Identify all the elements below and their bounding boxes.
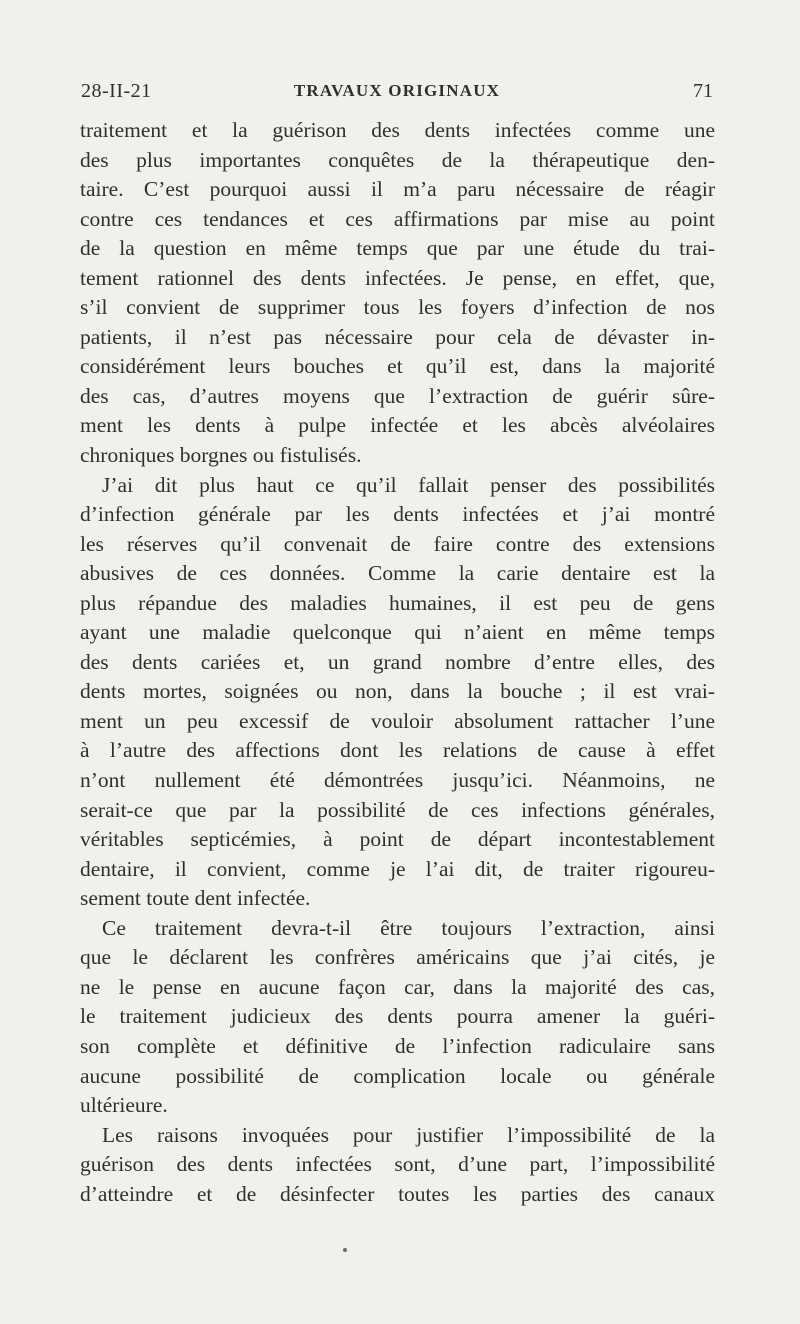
text-line: ment un peu excessif de vouloir absolument rattacher l’une [80,708,715,733]
text-line: dents mortes, soignées ou non, dans la bouche ; il est vrai- [80,679,715,704]
text-line: Ce traitement devra-t-il être toujours l’extraction, ainsi [102,915,715,940]
text-line: ultérieure. [80,1093,168,1118]
text-line: que le déclarent les confrères américains que j’ai cités, je [80,945,715,970]
text-line: dentaire, il convient, comme je l’ai dit, de traiter rigoureu- [80,856,715,881]
ink-speck [343,1248,347,1252]
text-line: d’infection générale par les dents infectées et j’ai montré [80,502,715,527]
text-line: traitement et la guérison des dents infectées comme une [80,118,715,142]
text-line: son complète et définitive de l’infection radiculaire sans [80,1033,715,1058]
text-line: ne le pense en aucune façon car, dans la majorité des cas, [80,974,715,999]
text-line: ment les dents à pulpe infectée et les abcès alvéolaires [80,413,715,438]
text-line: ayant une maladie quelconque qui n’aient en même temps [80,620,715,645]
text-line: tement rationnel des dents infectées. Je pense, en effet, que, [80,265,715,290]
text-line: les réserves qu’il convenait de faire contre des extensions [80,531,715,556]
text-line: chroniques borgnes ou fistulisés. [80,443,362,468]
text-line: aucune possibilité de complication locale ou générale [80,1063,715,1088]
text-line: abusives de ces données. Comme la carie dentaire est la [80,561,715,586]
text-line: à l’autre des affections dont les relations de cause à effet [80,738,715,763]
text-line: J’ai dit plus haut ce qu’il fallait penser des possibilités [102,472,715,497]
text-line: de la question en même temps que par une étude du trai- [80,236,715,261]
text-line: plus répandue des maladies humaines, il est peu de gens [80,590,715,615]
text-line: des dents cariées et, un grand nombre d’entre elles, des [80,649,715,674]
text-line: des plus importantes conquêtes de la thérapeutique den- [80,147,715,172]
body-text [80,116,715,1209]
text-line: guérison des dents infectées sont, d’une part, l’impossibilité [80,1152,715,1177]
text-line: s’il convient de supprimer tous les foyers d’infection de nos [80,295,715,320]
text-line: des cas, d’autres moyens que l’extraction de guérir sûre- [80,383,715,408]
text-line: sement toute dent infectée. [80,886,311,911]
running-head-title: TRAVAUX ORIGINAUX [293,81,501,100]
text-line: n’ont nullement été démontrées jusqu’ici. Néanmoins, ne [80,768,715,793]
running-head-date: 28-II-21 [81,80,152,102]
text-line: le traitement judicieux des dents pourra amener la guéri- [80,1004,715,1029]
text-line: contre ces tendances et ces affirmations par mise au point [80,206,715,231]
text-line: véritables septicémies, à point de départ incontestablement [80,827,715,852]
text-line: serait-ce que par la possibilité de ces infections générales, [80,797,715,822]
text-line: d’atteindre et de désinfecter toutes les parties des canaux [80,1181,715,1206]
text-line: Les raisons invoquées pour justifier l’impossibilité de la [102,1122,715,1147]
running-head [81,78,713,104]
text-line: patients, il n’est pas nécessaire pour cela de dévaster in- [80,324,715,349]
text-line: taire. C’est pourquoi aussi il m’a paru nécessaire de réagir [80,177,715,202]
page-number: 71 [693,80,713,102]
text-line: considérément leurs bouches et qu’il est, dans la majorité [80,354,715,379]
